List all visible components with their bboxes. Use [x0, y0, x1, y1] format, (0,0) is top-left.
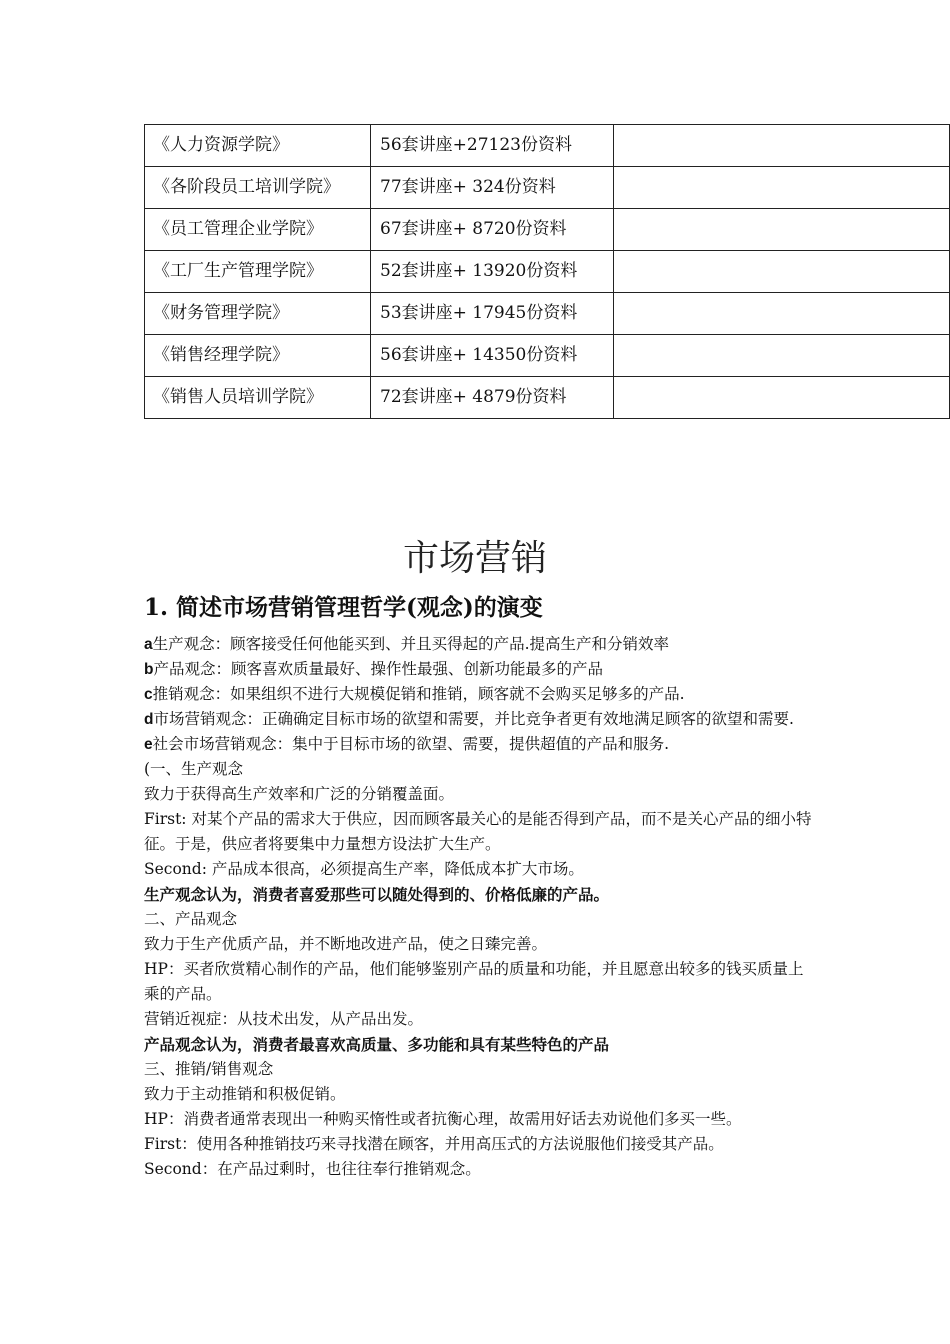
course-content: 67套讲座+ 8720份资料 [371, 209, 614, 251]
paragraph: First: 对某个产品的需求大于供应，因而顾客最关心的是能否得到产品，而不是关心产品的细小特征。于是，供应者将要集中力量想方设法扩大生产。 [144, 810, 812, 853]
table-row [145, 251, 950, 293]
course-content: 56套讲座+ 14350份资料 [371, 335, 614, 377]
paragraph: 致力于主动推销和积极促销。 [144, 1085, 346, 1103]
key-conclusion: 生产观念认为，消费者喜爱那些可以随处得到的、价格低廉的产品。 [144, 885, 610, 904]
paragraph: 营销近视症：从技术出发，从产品出发。 [144, 1010, 424, 1028]
concept-label: a [144, 636, 153, 653]
course-note [614, 293, 950, 335]
course-name: 《员工管理企业学院》 [145, 209, 371, 251]
subsection-title: 二、产品观念 [144, 910, 238, 928]
concept-text: 产品观念：顾客喜欢质量最好、操作性最强、创新功能最多的产品 [153, 660, 603, 678]
course-note [614, 209, 950, 251]
paragraph: Second: 产品成本很高，必须提高生产率，降低成本扩大市场。 [144, 860, 584, 878]
paragraph: 致力于获得高生产效率和广泛的分销覆盖面。 [144, 785, 455, 803]
concept-text: 生产观念：顾客接受任何他能买到、并且买得起的产品.提高生产和分销效率 [152, 635, 670, 653]
table-row [145, 209, 950, 251]
concept-label: d [144, 711, 154, 728]
course-note [614, 335, 950, 377]
table-row [145, 167, 950, 209]
course-note [614, 125, 950, 167]
paragraph: HP：消费者通常表现出一种购买惰性或者抗衡心理，故需用好话去劝说他们多买一些。 [144, 1110, 742, 1128]
concept-text: 推销观念：如果组织不进行大规模促销和推销，顾客就不会购买足够多的产品. [152, 685, 685, 703]
concept-label: b [144, 661, 154, 678]
course-content: 52套讲座+ 13920份资料 [371, 251, 614, 293]
course-note [614, 377, 950, 419]
subsection-title: (一、生产观念 [144, 760, 244, 778]
table-row [145, 125, 950, 167]
paragraph: HP：买者欣赏精心制作的产品，他们能够鉴别产品的质量和功能，并且愿意出较多的钱买质量上乘的产品。 [144, 960, 804, 1003]
concept-item [144, 707, 814, 732]
course-name: 《销售人员培训学院》 [145, 377, 371, 419]
question-heading: 1. 简述市场营销管理哲学(观念)的演变 [144, 594, 543, 621]
key-conclusion: 产品观念认为，消费者最喜欢高质量、多功能和具有某些特色的产品 [144, 1035, 610, 1054]
paragraph: First：使用各种推销技巧来寻找潜在顾客，并用高压式的方法说服他们接受其产品。 [144, 1135, 724, 1153]
course-note [614, 167, 950, 209]
course-content: 72套讲座+ 4879份资料 [371, 377, 614, 419]
concept-label: e [144, 736, 153, 753]
course-content: 56套讲座+27123份资料 [371, 125, 614, 167]
course-note [614, 251, 950, 293]
course-content: 77套讲座+ 324份资料 [371, 167, 614, 209]
course-name: 《人力资源学院》 [145, 125, 371, 167]
concept-item [144, 632, 814, 657]
table-row [145, 335, 950, 377]
table-row [145, 293, 950, 335]
concept-text: 社会市场营销观念：集中于目标市场的欲望、需要，提供超值的产品和服务. [152, 735, 670, 753]
body-text [144, 632, 814, 1182]
paragraph: 致力于生产优质产品，并不断地改进产品，使之日臻完善。 [144, 935, 548, 953]
course-table [144, 124, 950, 419]
course-name: 《财务管理学院》 [145, 293, 371, 335]
table-row [145, 377, 950, 419]
concept-label: c [144, 686, 153, 703]
concept-text: 市场营销观念：正确确定目标市场的欲望和需要，并比竞争者更有效地满足顾客的欲望和需要. [153, 710, 794, 728]
concept-item [144, 657, 814, 682]
section-title: 市场营销 [402, 538, 547, 579]
course-name: 《销售经理学院》 [145, 335, 371, 377]
concept-item [144, 732, 814, 757]
subsection-title: 三、推销/销售观念 [144, 1060, 274, 1078]
course-name: 《工厂生产管理学院》 [145, 251, 371, 293]
course-name: 《各阶段员工培训学院》 [145, 167, 371, 209]
paragraph: Second：在产品过剩时，也往往奉行推销观念。 [144, 1160, 481, 1178]
course-content: 53套讲座+ 17945份资料 [371, 293, 614, 335]
concept-item [144, 682, 814, 707]
